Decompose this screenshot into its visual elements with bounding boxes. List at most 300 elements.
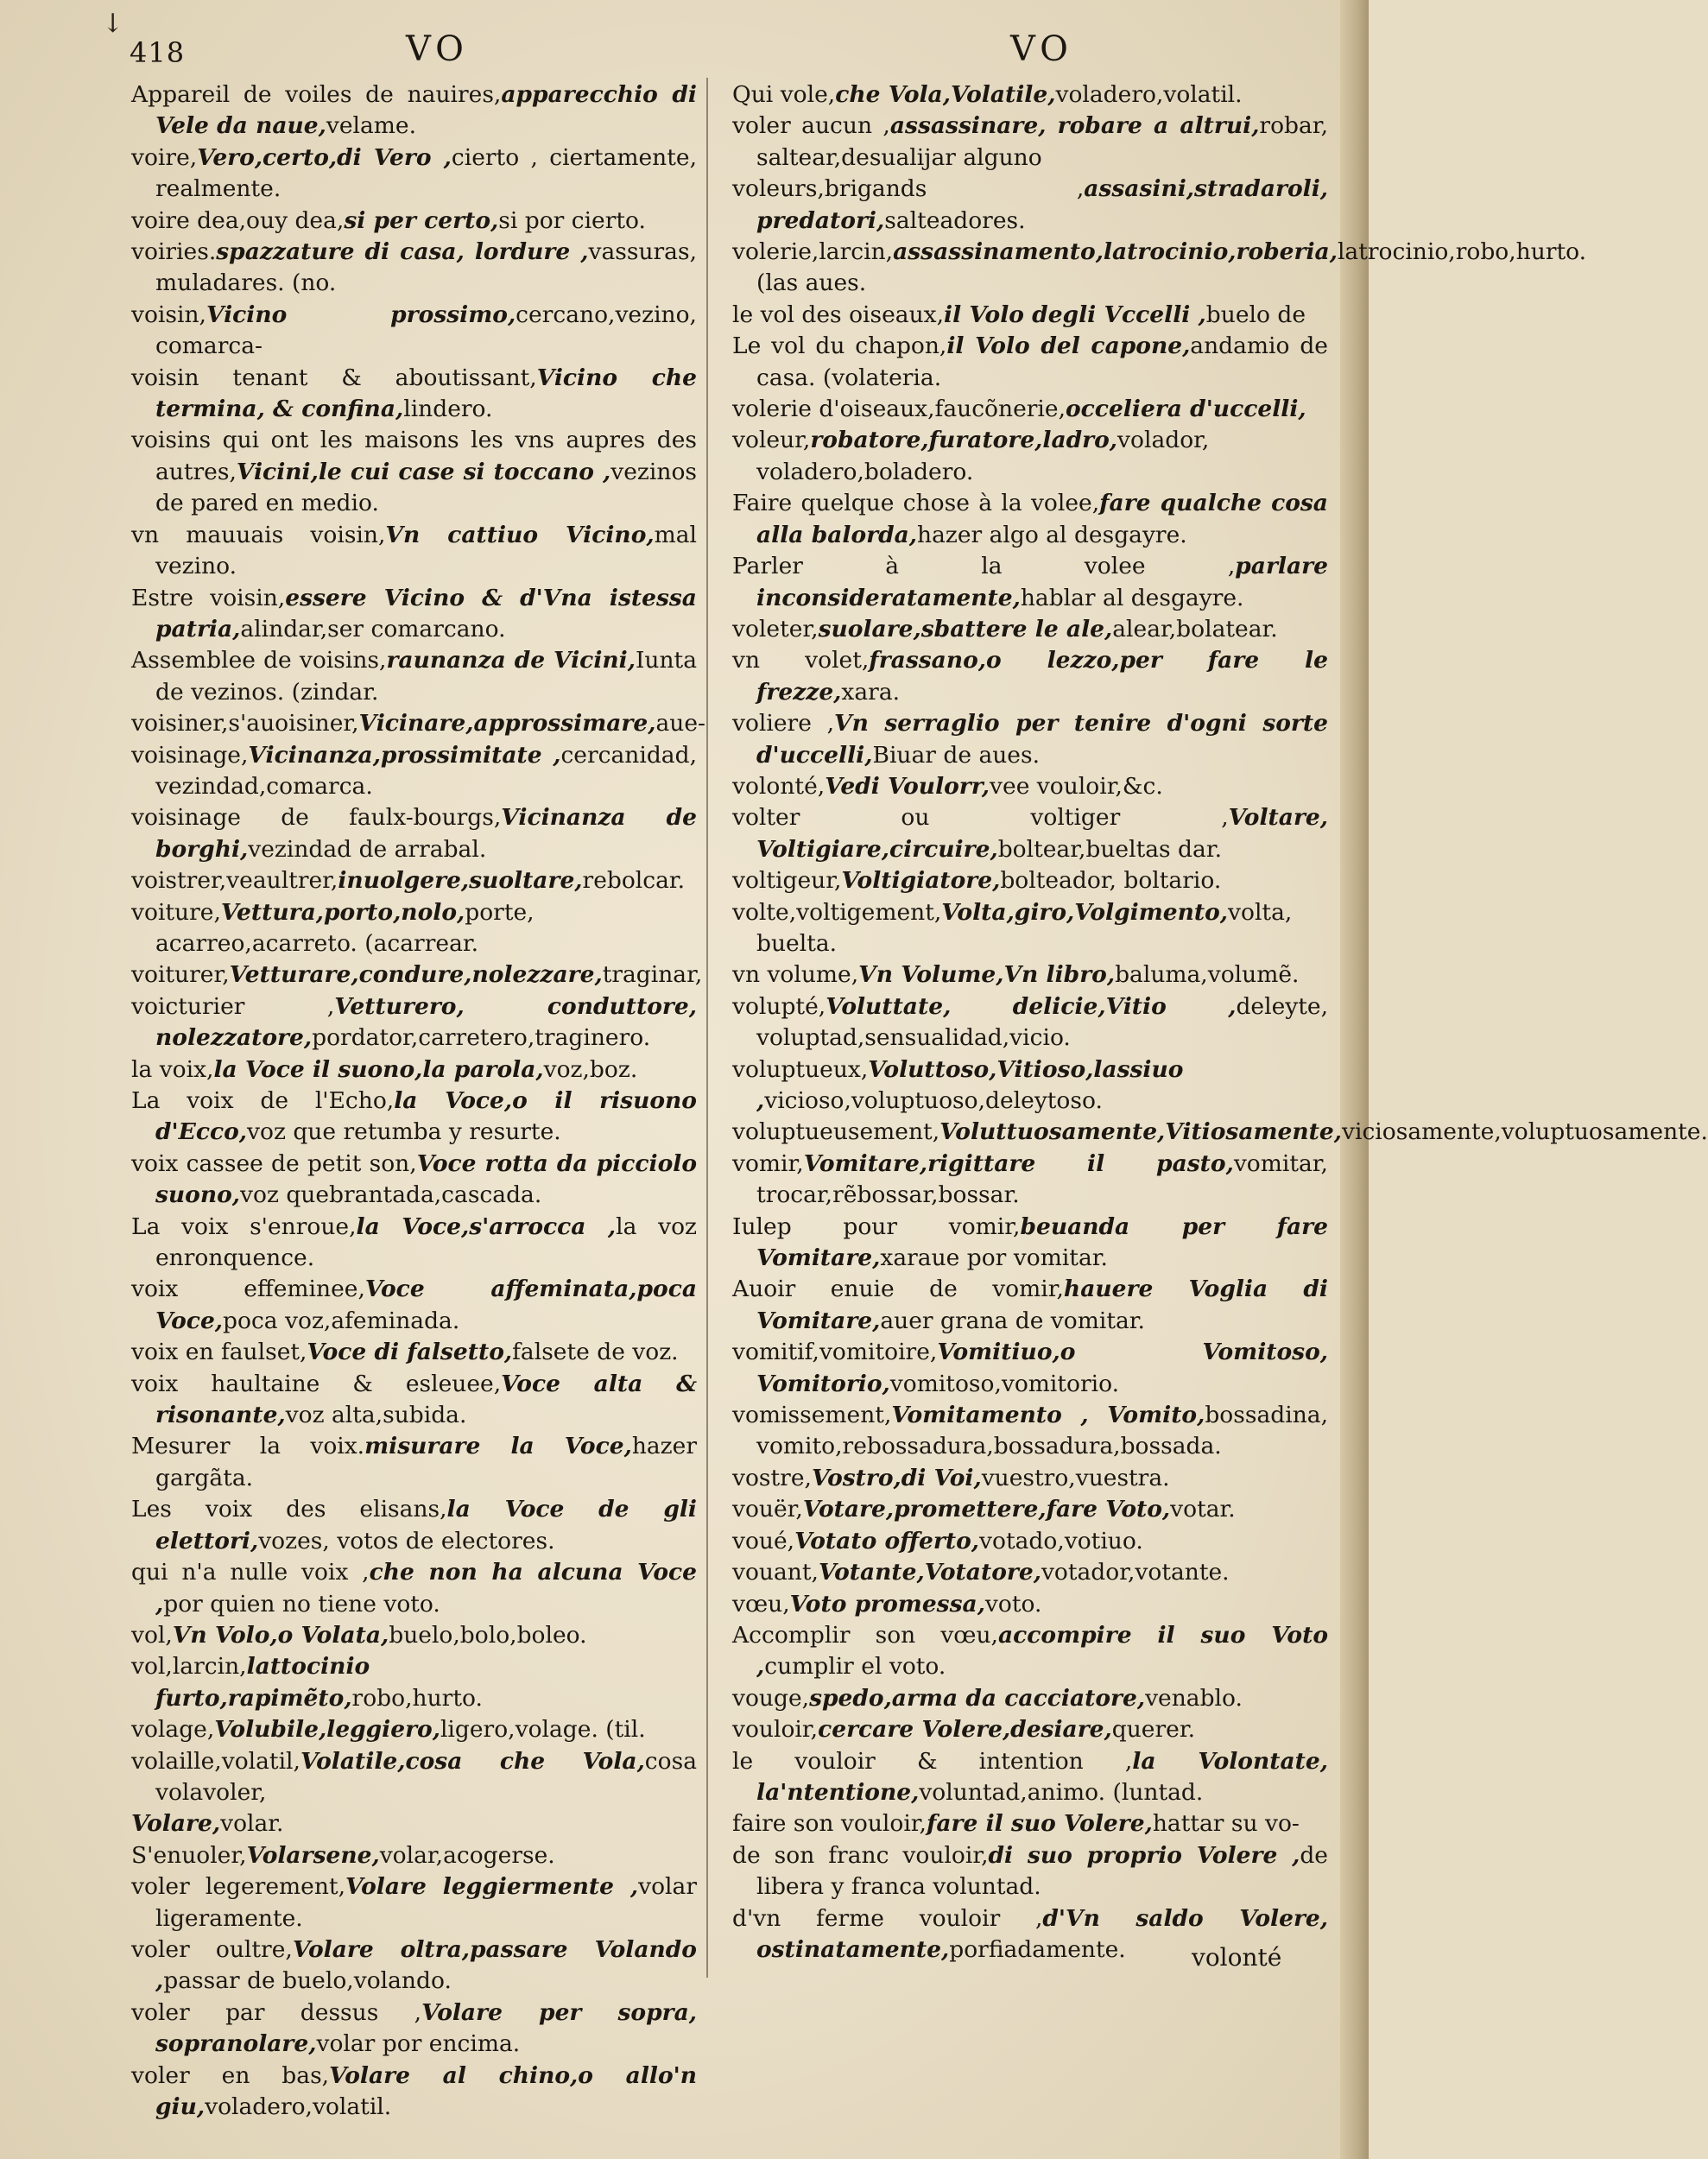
dictionary-entry xyxy=(732,614,1328,645)
french-headword: voluptueux, xyxy=(732,1055,869,1083)
dictionary-entry xyxy=(732,551,1328,614)
spanish-translation: votar. xyxy=(1170,1496,1236,1523)
italian-translation: la Voce il suono,la parola, xyxy=(213,1055,544,1083)
dictionary-entry xyxy=(732,425,1328,488)
spanish-translation: vezinos de pared en medio. xyxy=(155,458,697,517)
french-headword: voler en bas, xyxy=(131,2061,330,2089)
french-headword: vomissement, xyxy=(732,1402,892,1429)
italian-translation: robatore,furatore,ladro, xyxy=(810,427,1118,454)
spanish-translation: vezindad de arrabal. xyxy=(248,835,487,863)
dictionary-entry xyxy=(131,300,697,363)
spanish-translation: baluma,volumẽ. xyxy=(1115,961,1300,989)
spanish-translation: falsete de voz. xyxy=(512,1339,679,1366)
italian-translation: Volare leggiermente , xyxy=(345,1873,639,1901)
italian-translation: Vn Volume,Vn libro, xyxy=(858,961,1116,989)
dictionary-entry xyxy=(131,237,697,300)
spanish-translation: vomitoso,vomitorio. xyxy=(889,1370,1120,1397)
italian-translation: Vostro,di Voi, xyxy=(811,1464,982,1491)
italian-translation: beuanda per fare Vomitare, xyxy=(756,1212,1328,1272)
french-headword: voix cassee de petit son, xyxy=(131,1149,417,1177)
french-headword: volte,voltigement, xyxy=(732,898,942,926)
italian-translation: Votare,promettere,fare Voto, xyxy=(802,1496,1171,1523)
spanish-translation: porfiadamente. xyxy=(949,1935,1126,1963)
french-headword: voisin tenant & aboutissant, xyxy=(131,364,537,391)
spanish-translation: xaraue por vomitar. xyxy=(880,1244,1108,1272)
spanish-translation: robo,hurto. xyxy=(351,1684,483,1712)
french-headword: vomitif,vomitoire, xyxy=(732,1339,938,1366)
italian-translation: Votato offerto, xyxy=(794,1527,980,1554)
spanish-translation: poca voz,afeminada. xyxy=(223,1307,460,1334)
italian-translation: Voluttoso,Vitioso,lassiuo , xyxy=(756,1055,1184,1114)
italian-translation: Vicinanza,prossimitate , xyxy=(248,741,561,769)
italian-translation: Volare, xyxy=(131,1810,221,1838)
italian-translation: Vero,certo,di Vero , xyxy=(197,143,452,171)
dictionary-entry xyxy=(732,865,1328,896)
dictionary-entry xyxy=(732,645,1328,708)
italian-translation: Voce affeminata,poca Voce, xyxy=(155,1276,697,1334)
french-headword: Auoir enuie de vomir, xyxy=(732,1276,1064,1303)
dictionary-entry xyxy=(732,1808,1328,1839)
spanish-translation: Iunta de vezinos. (zindar. xyxy=(155,647,698,706)
french-headword: vomir, xyxy=(732,1149,804,1177)
spanish-translation: voz,boz. xyxy=(543,1055,638,1083)
french-headword: voistrer,veaultrer, xyxy=(131,867,338,895)
spanish-translation: la voz enronquence. xyxy=(155,1212,697,1272)
italian-translation: Vetturero, conduttore, nolezzatore, xyxy=(155,992,697,1052)
spanish-translation: xara. xyxy=(841,678,901,706)
french-headword: vœu, xyxy=(732,1590,790,1618)
dictionary-entry xyxy=(732,79,1328,111)
italian-translation: Volare oltra,passare Volando , xyxy=(155,1935,697,1995)
spanish-translation: cercanidad, vezindad,comarca. xyxy=(155,741,697,800)
dictionary-entry xyxy=(131,1149,697,1212)
dictionary-entry xyxy=(732,708,1328,771)
dictionary-entry xyxy=(131,1871,697,1934)
spanish-translation: deleyte, voluptad,sensualidad,vicio. xyxy=(756,992,1328,1052)
french-headword: Assemblee de voisins, xyxy=(131,647,387,674)
page-header xyxy=(130,24,1338,76)
french-headword: voix en faulset, xyxy=(131,1339,307,1366)
spanish-translation: volar por encima. xyxy=(316,2030,521,2058)
spanish-translation: andamio de casa. (volateria. xyxy=(756,332,1328,391)
dictionary-entry xyxy=(732,1589,1328,1620)
french-headword: voicturier , xyxy=(131,992,335,1020)
dictionary-entry xyxy=(131,2061,697,2124)
dictionary-entry xyxy=(732,1526,1328,1557)
italian-translation: parlare inconsideratamente, xyxy=(756,553,1328,611)
french-headword: vn volet, xyxy=(732,647,870,674)
italian-translation: Vetturare,condure,nolezzare, xyxy=(229,961,603,989)
spanish-translation: bossadina, vomito,rebossadura,bossadura,bossada. xyxy=(756,1402,1328,1460)
dictionary-entry xyxy=(131,802,697,865)
italian-translation: il Volo degli Vccelli , xyxy=(944,301,1206,328)
corner-mark: ↓ xyxy=(102,9,124,39)
spanish-translation: vassuras, muladares. (no. xyxy=(155,238,697,297)
spanish-translation: vee vouloir,&c. xyxy=(990,772,1163,800)
spanish-translation: venablo. xyxy=(1145,1684,1243,1712)
spanish-translation: votador,votante. xyxy=(1041,1559,1230,1586)
dictionary-entry xyxy=(732,802,1328,865)
french-headword: vostre, xyxy=(732,1464,812,1491)
italian-translation: Vicino che termina, & confina, xyxy=(155,364,697,423)
french-headword: Mesurer la voix. xyxy=(131,1433,365,1460)
italian-translation: che Vola,Volatile, xyxy=(835,81,1056,108)
spanish-translation: Biuar de aues. xyxy=(872,741,1041,769)
dictionary-entry xyxy=(732,771,1328,802)
spanish-translation: rebolcar. xyxy=(582,867,686,895)
spanish-translation: querer. xyxy=(1111,1716,1196,1744)
spanish-translation: si por cierto. xyxy=(498,206,646,234)
right-column xyxy=(732,79,1708,1966)
dictionary-entry xyxy=(732,237,1587,300)
italian-translation: Volubile,leggiero, xyxy=(214,1716,440,1744)
spanish-translation: buelo,bolo,boleo. xyxy=(389,1621,587,1649)
italian-translation: la Voce,s'arrocca , xyxy=(356,1212,617,1240)
french-headword: faire son vouloir, xyxy=(732,1810,927,1838)
dictionary-entry xyxy=(732,394,1328,425)
spanish-translation: buelo de xyxy=(1205,301,1306,328)
italian-translation: assasini,stradaroli, predatori, xyxy=(756,175,1328,234)
dictionary-entry xyxy=(732,111,1328,174)
french-headword: voisins qui ont les maisons les vns aupres des autres, xyxy=(131,427,697,485)
spanish-translation: traginar, xyxy=(602,961,703,989)
italian-translation: Voto promessa, xyxy=(789,1590,985,1618)
dictionary-entry xyxy=(131,1746,697,1809)
italian-translation: essere Vicino & d'Vna istessa patria, xyxy=(155,584,697,643)
french-headword: voler aucun , xyxy=(732,112,890,140)
dictionary-entry xyxy=(732,300,1328,331)
italian-translation: Vicini,le cui case si toccano , xyxy=(236,458,611,485)
italian-translation: assassinare, robare a altrui, xyxy=(889,112,1260,140)
dictionary-entry xyxy=(131,142,697,206)
spanish-translation: voz que retumba y resurte. xyxy=(247,1118,561,1146)
italian-translation: Volta,giro,Volgimento, xyxy=(941,898,1229,926)
italian-translation: Vomitare,rigittare il pasto, xyxy=(803,1149,1234,1177)
italian-translation: cercare Volere,desiare, xyxy=(818,1716,1112,1744)
french-headword: voluptueusement, xyxy=(732,1118,940,1146)
dictionary-entry xyxy=(131,1054,697,1086)
dictionary-entry xyxy=(131,1337,697,1368)
french-headword: le vol des oiseaux, xyxy=(732,301,945,328)
dictionary-entry xyxy=(732,1400,1328,1463)
italian-translation: inuolgere,suoltare, xyxy=(338,867,583,895)
spanish-translation: cercano,vezino, comarca- xyxy=(155,301,697,360)
french-headword: volage, xyxy=(131,1716,215,1744)
spanish-translation: salteadores. xyxy=(884,206,1026,234)
french-headword: La voix s'enroue, xyxy=(131,1212,357,1240)
french-headword: vol,larcin, xyxy=(131,1653,247,1681)
dictionary-entry xyxy=(131,1212,697,1275)
spanish-translation: por quien no tiene voto. xyxy=(163,1590,440,1618)
italian-translation: Volare per sopra, sopranolare, xyxy=(155,1998,697,2058)
spanish-translation: voluntad,animo. (luntad. xyxy=(919,1778,1204,1806)
italian-translation: Vicinanza de borghi, xyxy=(155,804,697,863)
french-headword: Iulep pour vomir, xyxy=(732,1212,1021,1240)
spanish-translation: mal vezino. xyxy=(155,521,697,580)
dictionary-entry xyxy=(131,1620,697,1651)
spanish-translation: votado,votiuo. xyxy=(979,1527,1143,1554)
dictionary-entry xyxy=(732,1054,1328,1117)
french-headword: volerie d'oiseaux,faucõnerie, xyxy=(732,396,1066,423)
french-headword: Qui vole, xyxy=(732,81,836,108)
spanish-translation: hazer gargãta. xyxy=(155,1433,697,1491)
french-headword: Les voix des elisans, xyxy=(131,1496,447,1523)
spanish-translation: voladero,volatil. xyxy=(1055,81,1243,108)
spanish-translation: velame. xyxy=(326,112,417,140)
column-divider xyxy=(706,78,708,1978)
italian-translation: Voltigiatore, xyxy=(841,867,1001,895)
dictionary-entry xyxy=(732,1840,1328,1903)
french-headword: volaille,volatil, xyxy=(131,1747,300,1775)
french-headword: voire, xyxy=(131,143,198,171)
french-headword: d'vn ferme vouloir , xyxy=(732,1904,1043,1932)
dictionary-entry xyxy=(131,1840,697,1871)
italian-translation: apparecchio di Vele da naue, xyxy=(155,81,697,140)
spanish-translation: boltear,bueltas dar. xyxy=(997,835,1222,863)
dictionary-entry xyxy=(732,1494,1328,1525)
spanish-translation: volar,acogerse. xyxy=(379,1841,555,1869)
italian-translation: suolare,sbattere le ale, xyxy=(818,615,1113,643)
dictionary-entry xyxy=(131,865,697,896)
italian-translation: Vomitamento , Vomito, xyxy=(891,1402,1205,1429)
dictionary-entry xyxy=(732,1620,1328,1683)
italian-translation: hauere Voglia di Vomitare, xyxy=(756,1276,1328,1334)
dictionary-entry xyxy=(131,708,705,739)
italian-translation: Volare al chino,o allo'n giu, xyxy=(155,2061,698,2120)
italian-translation: si per certo, xyxy=(344,206,499,234)
dictionary-entry xyxy=(131,1714,697,1745)
italian-translation: Vicino prossimo, xyxy=(206,301,516,328)
italian-translation: occeliera d'uccelli, xyxy=(1066,396,1306,423)
french-headword: volerie,larcin, xyxy=(732,238,894,266)
french-headword: voiture, xyxy=(131,898,221,926)
italian-translation: Voluttate, delicie,Vitio , xyxy=(826,992,1237,1020)
italian-translation: di suo proprio Volere , xyxy=(988,1841,1300,1869)
dictionary-entry xyxy=(732,1463,1328,1494)
spanish-translation: alindar,ser comarcano. xyxy=(240,615,506,643)
dictionary-entry xyxy=(131,1086,697,1149)
spanish-translation: porte, acarreo,acarreto. (acarrear. xyxy=(155,898,535,957)
spanish-translation: hazer algo al desgayre. xyxy=(917,521,1187,548)
french-headword: voler oultre, xyxy=(131,1935,293,1963)
italian-translation: accompire il suo Voto , xyxy=(756,1621,1328,1681)
italian-translation: la Voce,o il risuono d'Ecco, xyxy=(155,1087,697,1146)
dictionary-entry xyxy=(732,1274,1328,1337)
french-headword: La voix de l'Echo, xyxy=(131,1087,395,1114)
french-headword: de son franc vouloir, xyxy=(732,1841,989,1869)
dictionary-entry xyxy=(732,1337,1328,1400)
italian-translation: Vomitiuo,o Vomitoso, Vomitorio, xyxy=(756,1339,1328,1397)
french-headword: vol, xyxy=(131,1621,173,1649)
italian-translation: Voce rotta da picciolo suono, xyxy=(155,1149,697,1209)
spanish-translation: volar. xyxy=(220,1810,284,1838)
french-headword: voisiner,s'auoisiner, xyxy=(131,710,359,738)
running-head-left: VO xyxy=(406,29,469,69)
spanish-translation: voz quebrantada,cascada. xyxy=(240,1181,542,1209)
french-headword: voix effeminee, xyxy=(131,1276,365,1303)
italian-translation: Vn Volo,o Volata, xyxy=(172,1621,389,1649)
spanish-translation: volador, voladero,boladero. xyxy=(756,427,1210,485)
spanish-translation: vomitar, trocar,rẽbossar,bossar. xyxy=(756,1149,1328,1209)
french-headword: voler par dessus , xyxy=(131,1998,422,2026)
spanish-translation: passar de buelo,volando. xyxy=(163,1967,452,1995)
dictionary-entry xyxy=(131,1998,697,2061)
dictionary-entry xyxy=(131,363,697,426)
dictionary-entry xyxy=(131,583,697,646)
left-column xyxy=(131,79,705,2123)
french-headword: Parler à la volee , xyxy=(732,553,1236,580)
spanish-translation: robar, saltear,desualijar alguno xyxy=(756,112,1328,171)
dictionary-entry xyxy=(732,488,1328,551)
french-headword: volonté, xyxy=(732,772,826,800)
italian-translation: la Voce de gli elettori, xyxy=(155,1496,697,1554)
spanish-translation: volar ligeramente. xyxy=(155,1873,697,1932)
spanish-translation: vuestro,vuestra. xyxy=(981,1464,1170,1491)
spanish-translation: voz alta,subida. xyxy=(285,1402,467,1429)
french-headword: voler legerement, xyxy=(131,1873,345,1901)
dictionary-entry xyxy=(732,1683,1328,1714)
spanish-translation: ligero,volage. (til. xyxy=(440,1716,646,1744)
italian-translation: spazzature di casa, lordure , xyxy=(216,238,589,266)
spanish-translation: cierto , ciertamente, realmente. xyxy=(155,143,697,203)
french-headword: voliere , xyxy=(732,710,835,738)
french-headword: Estre voisin, xyxy=(131,584,286,611)
french-headword: qui n'a nulle voix , xyxy=(131,1559,370,1586)
italian-translation: la Volontate, la'ntentione, xyxy=(756,1747,1328,1806)
italian-translation: Vicinare,approssimare, xyxy=(358,710,656,738)
french-headword: vouër, xyxy=(732,1496,803,1523)
spanish-translation: latrocinio,robo,hurto. (las aues. xyxy=(756,238,1587,297)
italian-translation: frassano,o lezzo,per fare le frezze, xyxy=(756,647,1328,706)
italian-translation: Votante,Votatore, xyxy=(818,1559,1041,1586)
running-head-right: VO xyxy=(1010,29,1073,69)
french-headword: volter ou voltiger , xyxy=(732,804,1229,832)
italian-translation: Volatile,cosa che Vola, xyxy=(300,1747,645,1775)
french-headword: voisinage de faulx-bourgs, xyxy=(131,804,502,832)
french-headword: vn volume, xyxy=(732,961,859,989)
spanish-translation: voladero,volatil. xyxy=(205,2093,392,2120)
spanish-translation: lindero. xyxy=(403,396,493,423)
spanish-translation: pordator,carretero,traginero. xyxy=(312,1024,651,1052)
french-headword: S'enuoler, xyxy=(131,1841,247,1869)
dictionary-entry xyxy=(131,1934,697,1998)
dictionary-entry xyxy=(732,331,1328,394)
dictionary-entry xyxy=(732,1212,1328,1275)
dictionary-entry xyxy=(131,1494,697,1557)
spanish-translation: auer grana de vomitar. xyxy=(880,1307,1145,1334)
italian-translation: fare il suo Volere, xyxy=(926,1810,1153,1838)
french-headword: vn mauuais voisin, xyxy=(131,521,386,548)
spanish-translation: vozes, votos de electores. xyxy=(258,1527,555,1554)
french-headword: voix haultaine & esleuee, xyxy=(131,1370,502,1397)
italian-translation: misurare la Voce, xyxy=(364,1433,632,1460)
french-headword: vouge, xyxy=(732,1684,810,1712)
dictionary-entry xyxy=(131,991,697,1054)
french-headword: voleurs,brigands , xyxy=(732,175,1085,203)
french-headword: Accomplir son vœu, xyxy=(732,1621,998,1649)
italian-translation: spedo,arma da cacciatore, xyxy=(809,1684,1146,1712)
spanish-translation: volta, buelta. xyxy=(756,898,1293,957)
french-headword: volupté, xyxy=(732,992,826,1020)
dictionary-entry xyxy=(131,1369,697,1432)
spanish-translation: cumplir el voto. xyxy=(764,1653,946,1681)
catchword: volonté xyxy=(1192,1943,1282,1972)
dictionary-entry xyxy=(732,897,1328,960)
french-headword: voiries. xyxy=(131,238,217,266)
spanish-translation: viciosamente,voluptuosamente. xyxy=(1342,1118,1708,1146)
dictionary-entry xyxy=(732,1746,1328,1809)
spanish-translation: de libera y franca voluntad. xyxy=(756,1841,1328,1901)
dictionary-entry xyxy=(131,520,697,583)
french-headword: la voix, xyxy=(131,1055,214,1083)
french-headword: voleur, xyxy=(732,427,811,454)
italian-translation: Vn cattiuo Vicino, xyxy=(385,521,655,548)
spanish-translation: bolteador, boltario. xyxy=(1000,867,1222,895)
french-headword: voleter, xyxy=(732,615,819,643)
italian-translation: Vedi Voulorr, xyxy=(825,772,990,800)
dictionary-entry xyxy=(732,991,1328,1054)
french-headword: voltigeur, xyxy=(732,867,842,895)
spanish-translation: voto. xyxy=(984,1590,1042,1618)
italian-translation: raunanza de Vicini, xyxy=(386,647,636,674)
spanish-translation: alear,bolatear. xyxy=(1112,615,1278,643)
dictionary-entry xyxy=(732,1557,1328,1588)
french-headword: voire dea,ouy dea, xyxy=(131,206,345,234)
french-headword: Faire quelque chose à la volee, xyxy=(732,490,1100,517)
italian-translation: il Volo del capone, xyxy=(946,332,1191,360)
spanish-translation: aue- xyxy=(655,710,705,738)
italian-translation: Voce alta & risonante, xyxy=(155,1370,697,1429)
italian-translation: assassinamento,latrocinio,roberia, xyxy=(893,238,1338,266)
dictionary-entry xyxy=(131,206,697,237)
page-number: 418 xyxy=(130,36,186,69)
dictionary-entry xyxy=(732,959,1328,991)
dictionary-entry xyxy=(732,174,1328,237)
dictionary-entry xyxy=(131,425,697,519)
french-headword: voisinage, xyxy=(131,741,249,769)
italian-translation: Vn serraglio per tenire d'ogni sorte d'uccelli, xyxy=(756,710,1328,769)
dictionary-entry xyxy=(732,1117,1708,1148)
dictionary-entry xyxy=(131,959,703,991)
dictionary-entry xyxy=(131,1651,697,1714)
page-binding-edge xyxy=(1340,0,1369,2159)
french-headword: Appareil de voiles de nauires, xyxy=(131,81,502,108)
italian-translation: che non ha alcuna Voce , xyxy=(155,1559,697,1618)
dictionary-entry xyxy=(131,1274,697,1337)
french-headword: le vouloir & intention , xyxy=(732,1747,1133,1775)
italian-translation: d'Vn saldo Volere, ostinatamente, xyxy=(756,1904,1329,1963)
spanish-translation: hablar al desgayre. xyxy=(1020,584,1244,611)
dictionary-entry xyxy=(131,897,697,960)
italian-translation: Vettura,porto,nolo, xyxy=(220,898,465,926)
italian-translation: Volarsene, xyxy=(246,1841,380,1869)
french-headword: Le vol du chapon, xyxy=(732,332,947,360)
french-headword: voiturer, xyxy=(131,961,230,989)
dictionary-entry xyxy=(131,1431,697,1494)
dictionary-entry xyxy=(131,1808,697,1839)
french-headword: vouant, xyxy=(732,1559,819,1586)
italian-translation: Voluttuosamente,Vitiosamente, xyxy=(939,1118,1343,1146)
dictionary-entry xyxy=(131,79,697,142)
italian-translation: Voltare, Voltigiare,circuire, xyxy=(756,804,1328,863)
dictionary-entry xyxy=(131,1557,697,1620)
spanish-translation: vicioso,voluptuoso,deleytoso. xyxy=(764,1087,1103,1114)
dictionary-entry xyxy=(732,1149,1328,1212)
dictionary-entry xyxy=(131,740,697,803)
italian-translation: fare qualche cosa alla balorda, xyxy=(756,490,1328,548)
italian-translation: lattocinio furto,rapimẽto, xyxy=(155,1653,370,1712)
dictionary-entry xyxy=(131,645,697,708)
